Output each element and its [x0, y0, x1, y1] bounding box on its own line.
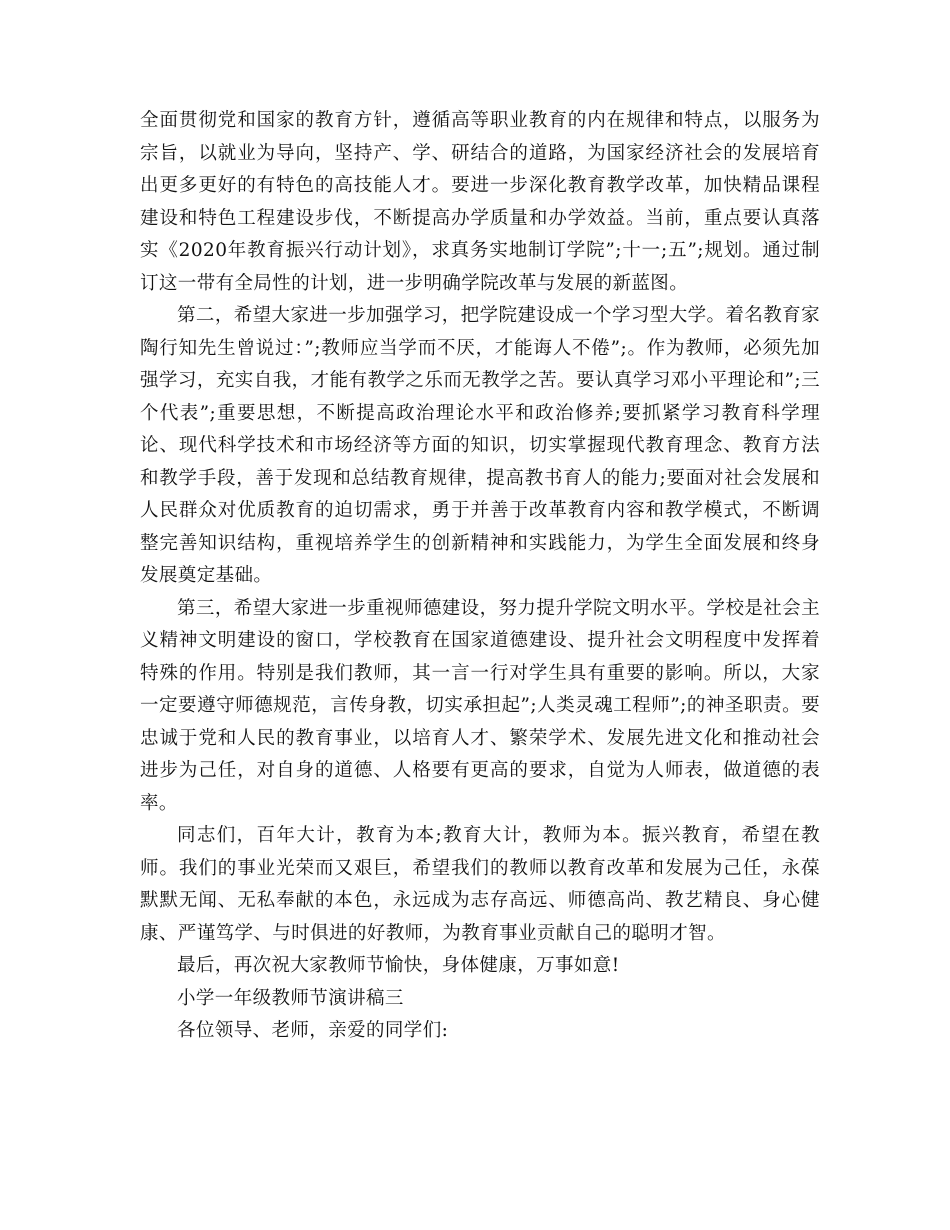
document-body — [140, 105, 820, 1048]
section-heading: 小学一年级教师节演讲稿三 — [177, 987, 404, 1009]
salutation: 各位领导、老师，亲爱的同学们: — [177, 1020, 449, 1041]
paragraph-1: 全面贯彻党和国家的教育方针，遵循高等职业教育的内在规律和特点，以服务为宗旨，以就业为导向，坚持产、学、研结合的道路，为国家经济社会的发展培育出更多更好的有特色的高技能人才。要进一步深化教育教学改革，加快精品课程建设和特色工程建设步伐，不断提高办学质量和办学效益。当前，重点要认真落实《2020年教育振兴行动计划》，求真务实地制订学院”;十一;五”;规划。通过制订这一带有全局性的计划，进一步明确学院改革与发展的新蓝图。 — [140, 110, 820, 294]
paragraph-2: 第二，希望大家进一步加强学习，把学院建设成一个学习型大学。着名教育家陶行知先生曾说过：”;教师应当学而不厌，才能诲人不倦”;。作为教师，必须先加强学习，充实自我，才能有教学之乐而无教学之苦。要认真学习邓小平理论和”;三个代表”;重要思想，不断提高政治理论水平和政治修养;要抓紧学习教育科学理论、现代科学技术和市场经济等方面的知识，切实掌握现代教育理念、教育方法和教学手段，善于发现和总结教育规律，提高教书育人的能力;要面对社会发展和人民群众对优质教育的迫切需求，勇于并善于改革教育内容和教学模式，不断调整完善知识结构，重视培养学生的创新精神和实践能力，为学生全面发展和终身发展奠定基础。 — [140, 305, 820, 586]
paragraph-3: 第三，希望大家进一步重视师德建设，努力提升学院文明水平。学校是社会主义精神文明建设的窗口，学校教育在国家道德建设、提升社会文明程度中发挥着特殊的作用。特别是我们教师，其一言一行对学生具有重要的影响。所以，大家一定要遵守师德规范，言传身教，切实承担起”;人类灵魂工程师”;的神圣职责。要忠诚于党和人民的教育事业，以培育人才、繁荣学术、发展先进文化和推动社会进步为己任，对自身的道德、人格要有更高的要求，自觉为人师表，做道德的表率。 — [140, 597, 820, 814]
paragraph-4: 同志们，百年大计，教育为本;教育大计，教师为本。振兴教育，希望在教师。我们的事业光荣而又艰巨，希望我们的教师以教育改革和发展为己任，永葆默默无闻、无私奉献的本色，永远成为志存高远、师德高尚、教艺精良、身心健康、严谨笃学、与时俱进的好教师，为教育事业贡献自己的聪明才智。 — [140, 825, 820, 944]
paragraph-5: 最后，再次祝大家教师节愉快，身体健康，万事如意! — [177, 955, 620, 976]
